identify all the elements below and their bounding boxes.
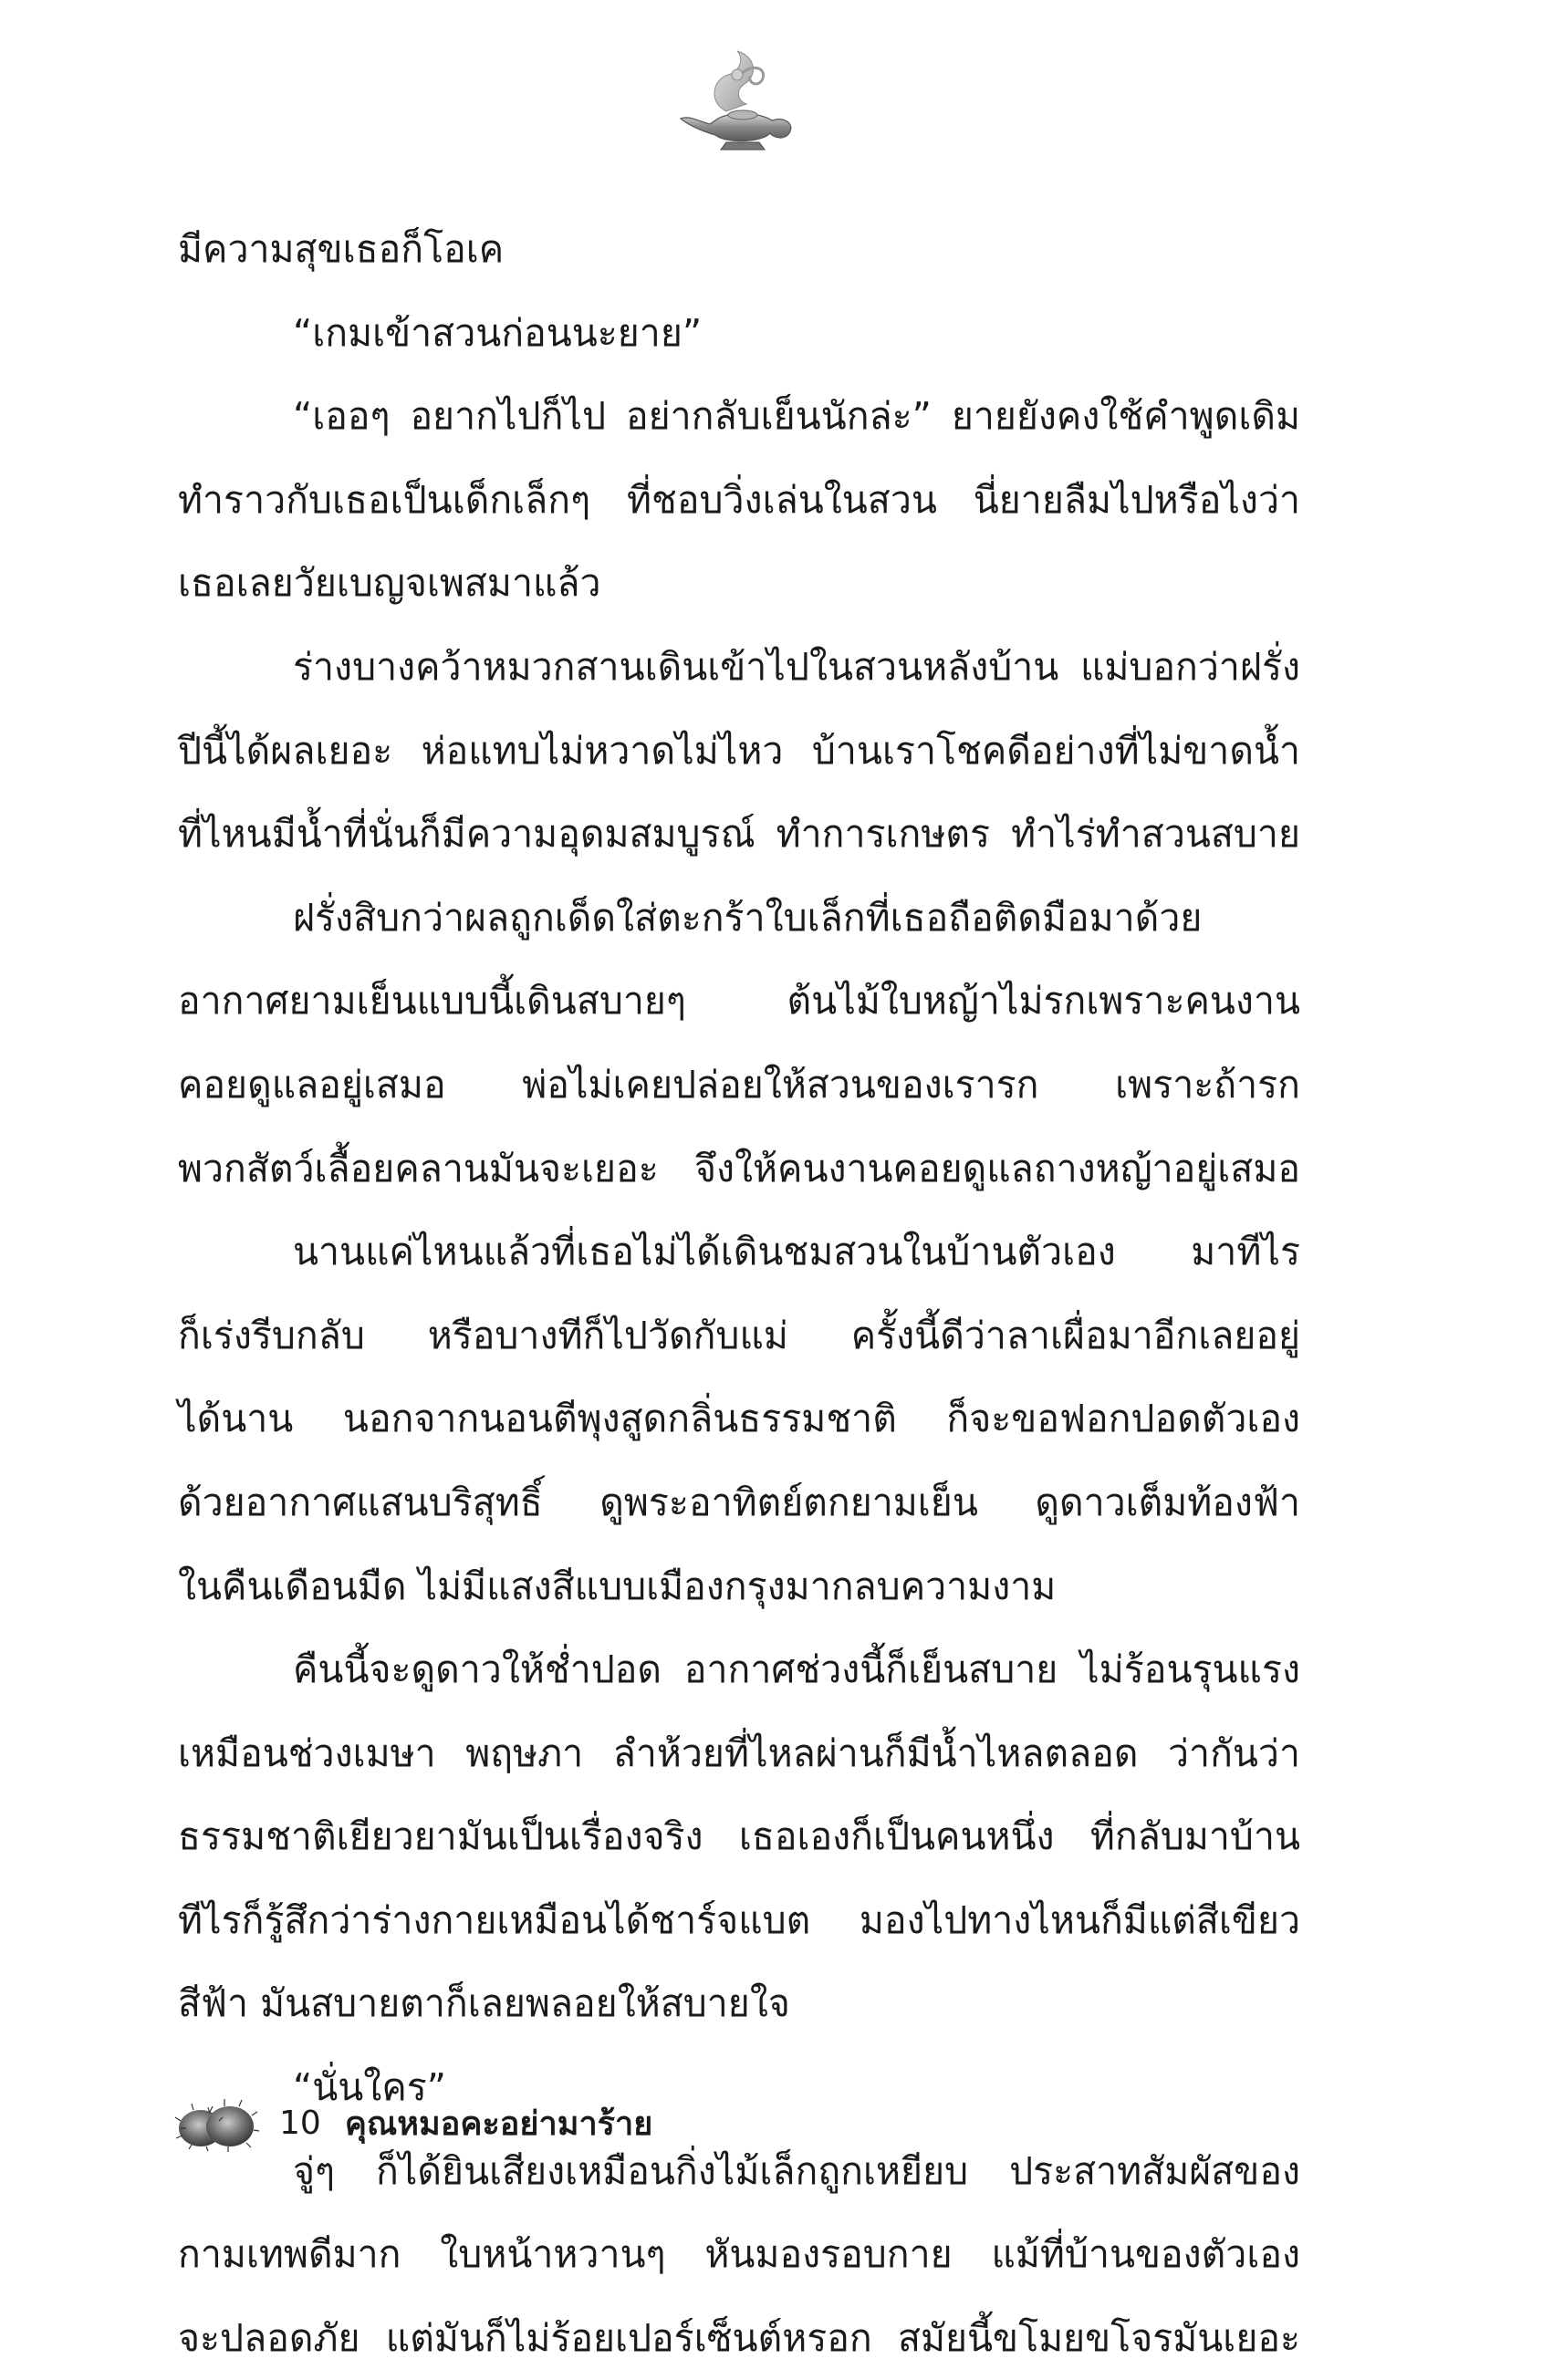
text-line	[178, 1795, 1300, 1879]
page-number: 10	[279, 2104, 321, 2142]
text-segment: จึงให้คนงานคอยดูแลถางหญ้าอยู่เสมอ	[693, 1146, 1300, 1190]
text-segment: มองไปทางไหนก็มีแต่สีเขียว	[859, 1897, 1300, 1942]
text-line	[178, 1628, 1300, 1712]
text-line	[178, 1879, 1300, 1963]
text-line	[178, 1128, 1300, 1211]
text-segment: อากาศยามเย็นแบบนี้เดินสบายๆ	[178, 979, 686, 1024]
text-segment: นอกจากนอนตีพุงสูดกลิ่นธรรมชาติ	[342, 1397, 897, 1441]
text-segment: นานแค่ไหนแล้วที่เธอไม่ได้เดินชมสวนในบ้านตัวเอง	[293, 1230, 1116, 1274]
text-segment: มีความสุขเธอก็โอเค	[178, 227, 505, 271]
text-line	[178, 208, 1300, 292]
text-segment: สมัยนี้ขโมยขโจรมันเยอะ	[897, 2315, 1300, 2360]
text-segment: ว่ากันว่า	[1168, 1730, 1300, 1775]
rambutan-fruit-icon	[173, 2094, 259, 2152]
text-segment: ทำการเกษตร	[776, 812, 991, 857]
text-line	[178, 1294, 1300, 1378]
text-segment: อยากไปก็ไป	[410, 394, 607, 439]
text-segment: เธอเลยวัยเบญจเพสมาแล้ว	[178, 561, 601, 606]
text-line	[178, 626, 1300, 710]
text-line	[178, 1377, 1300, 1461]
text-line	[178, 375, 1300, 459]
text-segment: ในคืนเดือนมืด ไม่มีแสงสีแบบเมืองกรุงมากลบความงาม	[178, 1564, 1057, 1608]
text-segment: พ่อไม่เคยปล่อยให้สวนของเรารก	[522, 1062, 1039, 1107]
text-line	[178, 292, 1300, 376]
magic-lamp-ornament-icon	[672, 47, 799, 157]
text-line	[178, 542, 1300, 626]
text-segment: ธรรมชาติเยียวยามันเป็นเรื่องจริง	[178, 1814, 703, 1859]
text-segment: หรือบางทีก็ไปวัดกับแม่	[427, 1313, 788, 1357]
text-line	[178, 1962, 1300, 2046]
text-segment: สีฟ้า มันสบายตาก็เลยพลอยให้สบายใจ	[178, 1981, 790, 2026]
text-segment: จะปลอดภัย	[178, 2315, 360, 2360]
text-segment: ไม่ร้อนรุนแรง	[1080, 1647, 1300, 1692]
text-segment: ก็เร่งรีบกลับ	[178, 1313, 365, 1357]
text-segment: กามเทพดีมาก	[178, 2232, 401, 2277]
text-segment: ด้วยอากาศแสนบริสุทธิ์	[178, 1480, 543, 1524]
text-segment: ก็จะขอฟอกปอดตัวเอง	[946, 1397, 1300, 1441]
text-segment: ที่ไหนมีน้ำที่นั่นก็มีความอุดมสมบูรณ์	[178, 812, 755, 857]
text-segment: พวกสัตว์เลื้อยคลานมันจะเยอะ	[178, 1146, 659, 1190]
text-segment: ดูดาวเต็มท้องฟ้า	[1035, 1480, 1300, 1524]
text-segment: ครั้งนี้ดีว่าลาเผื่อมาอีกเลยอยู่	[850, 1313, 1300, 1357]
text-segment: “นั่นใคร”	[293, 2065, 447, 2110]
text-line	[178, 1044, 1300, 1128]
text-segment: ดูพระอาทิตย์ตกยามเย็น	[599, 1480, 978, 1524]
text-segment: จู่ๆ	[293, 2148, 336, 2193]
text-segment: ปีนี้ได้ผลเยอะ	[178, 728, 393, 773]
text-segment: ฝรั่งสิบกว่าผลถูกเด็ดใส่ตะกร้าใบเล็กที่เธอถือติดมือมาด้วย	[293, 895, 1203, 940]
page-footer	[173, 2091, 652, 2155]
text-segment: “เกมเข้าสวนก่อนนะยาย”	[293, 310, 703, 355]
text-segment: ยายยังคงใช้คำพูดเดิม	[951, 394, 1300, 439]
text-segment: เธอเองก็เป็นคนหนึ่ง	[738, 1814, 1055, 1859]
text-segment: ที่กลับมาบ้าน	[1089, 1814, 1300, 1859]
text-segment: ก็ได้ยินเสียงเหมือนกิ่งไม้เล็กถูกเหยียบ	[375, 2148, 969, 2193]
text-line	[178, 1712, 1300, 1796]
text-line	[178, 2297, 1300, 2380]
text-segment: มาทีไร	[1191, 1230, 1300, 1274]
text-line	[178, 793, 1300, 877]
text-line	[178, 710, 1300, 794]
text-segment: แม่บอกว่าฝรั่ง	[1079, 644, 1300, 689]
text-segment: แม้ที่บ้านของตัวเอง	[991, 2232, 1300, 2277]
text-line	[178, 877, 1300, 961]
text-line	[178, 960, 1300, 1044]
text-segment: “เออๆ	[293, 394, 391, 439]
text-segment: คอยดูแลอยู่เสมอ	[178, 1062, 446, 1107]
book-title: คุณหมอคะอย่ามาร้าย	[344, 2105, 653, 2143]
text-segment: นี่ยายลืมไปหรือไงว่า	[973, 477, 1300, 522]
text-segment: หันมองรอบกาย	[704, 2232, 953, 2277]
text-segment: ได้นาน	[178, 1397, 294, 1441]
text-segment: เพราะถ้ารก	[1115, 1062, 1300, 1107]
text-line	[178, 1545, 1300, 1629]
text-segment: อากาศช่วงนี้ก็เย็นสบาย	[683, 1647, 1058, 1692]
text-line	[178, 1211, 1300, 1294]
text-segment: คืนนี้จะดูดาวให้ช่ำปอด	[293, 1647, 662, 1692]
body-text	[178, 208, 1300, 2380]
text-line	[178, 2213, 1300, 2297]
text-segment: แต่มันก็ไม่ร้อยเปอร์เซ็นต์หรอก	[385, 2315, 872, 2360]
text-segment: ที่ชอบวิ่งเล่นในสวน	[627, 477, 937, 522]
text-line	[178, 1461, 1300, 1545]
text-segment: อย่ากลับเย็นนักล่ะ”	[625, 394, 932, 439]
text-segment: เหมือนช่วงเมษา	[178, 1730, 436, 1775]
text-segment: ต้นไม้ใบหญ้าไม่รกเพราะคนงาน	[787, 979, 1300, 1024]
text-segment: ลำห้วยที่ไหลผ่านก็มีน้ำไหลตลอด	[612, 1730, 1139, 1775]
text-segment: ห่อแทบไม่หวาดไม่ไหว	[421, 728, 784, 773]
text-segment: ร่างบางคว้าหมวกสานเดินเข้าไปในสวนหลังบ้าน	[293, 644, 1059, 689]
text-line	[178, 459, 1300, 543]
text-segment: ทำราวกับเธอเป็นเด็กเล็กๆ	[178, 477, 591, 522]
text-segment: พฤษภา	[465, 1730, 584, 1775]
text-segment: ทีไรก็รู้สึกว่าร่างกายเหมือนได้ชาร์จแบต	[178, 1897, 811, 1942]
text-segment: ทำไร่ทำสวนสบาย	[1011, 812, 1300, 857]
text-segment: บ้านเราโชคดีอย่างที่ไม่ขาดน้ำ	[811, 728, 1300, 773]
text-segment: ประสาทสัมผัสของ	[1009, 2148, 1300, 2193]
text-segment: ใบหน้าหวานๆ	[440, 2232, 666, 2277]
